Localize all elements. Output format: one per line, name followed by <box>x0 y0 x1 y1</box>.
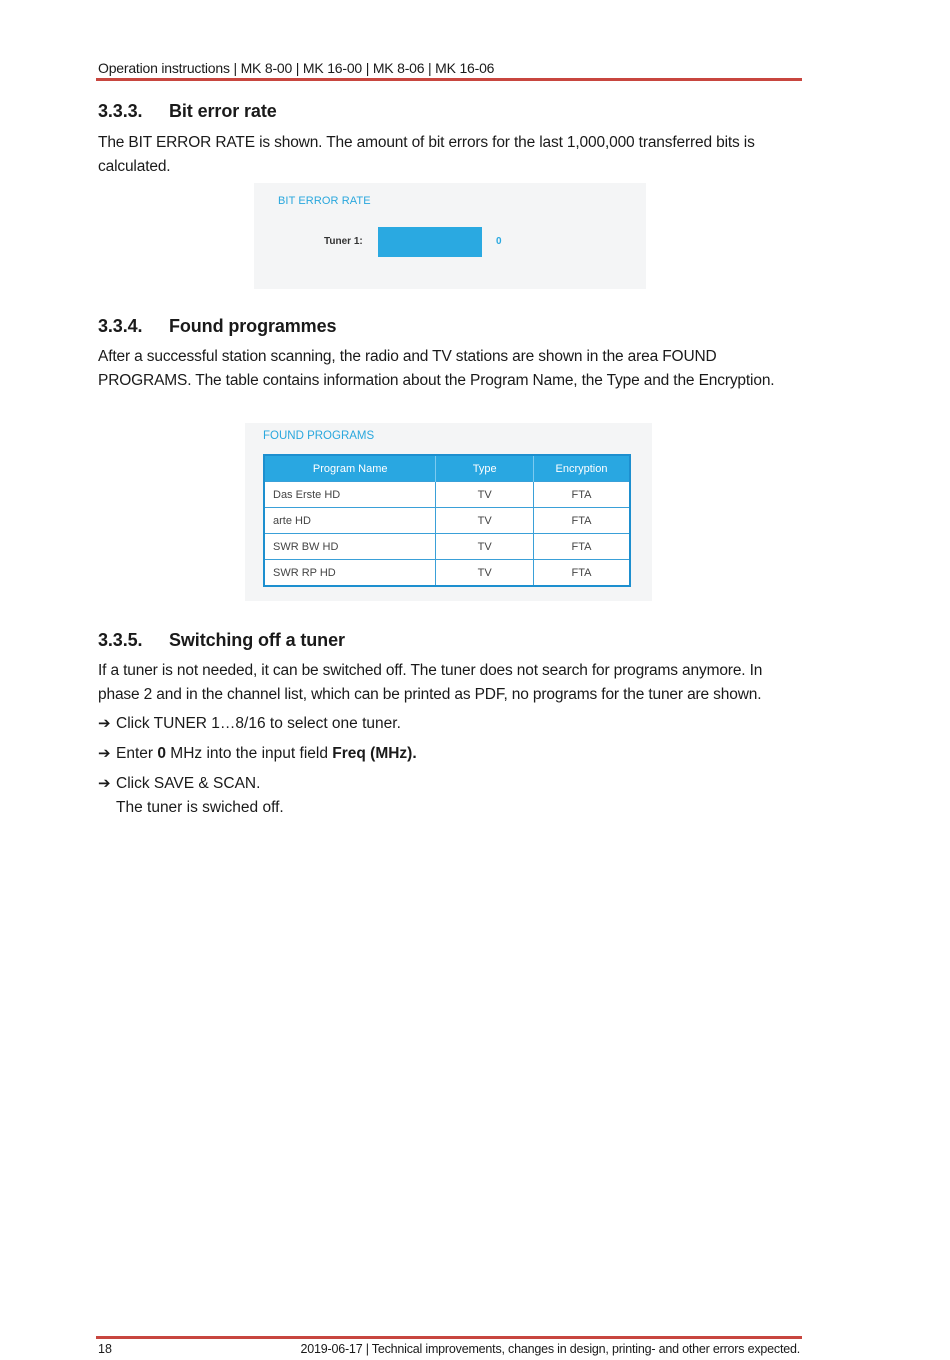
type-cell: TV <box>436 482 534 508</box>
step-save-scan <box>98 771 260 796</box>
step-text: Enter <box>116 745 158 762</box>
section-heading-bit-error-rate <box>98 101 277 122</box>
section-number: 3.3.5. <box>98 630 143 650</box>
column-header-type: Type <box>436 455 534 482</box>
step-enter-frequency <box>98 741 417 766</box>
column-header-program-name: Program Name <box>264 455 436 482</box>
section-number: 3.3.4. <box>98 316 143 336</box>
arrow-right-icon: ➔ <box>98 744 111 762</box>
step-text: Click TUNER 1…8/16 to select one tuner. <box>116 715 401 732</box>
encryption-cell: FTA <box>533 482 630 508</box>
table-row <box>264 482 630 508</box>
page-header: Operation instructions | MK 8-00 | MK 16-00 | MK 8-06 | MK 16-06 <box>98 60 495 76</box>
paragraph-bit-error-rate: The BIT ERROR RATE is shown. The amount of bit errors for the last 1,000,000 transferred bits is calculated. <box>98 134 755 175</box>
type-cell: TV <box>436 534 534 560</box>
section-title: Bit error rate <box>169 101 277 121</box>
found-programs-title: FOUND PROGRAMS <box>263 430 375 442</box>
ber-panel-title: BIT ERROR RATE <box>278 195 371 207</box>
section-heading-found-programmes <box>98 316 336 337</box>
program-name-cell: SWR RP HD <box>264 560 436 587</box>
arrow-right-icon: ➔ <box>98 774 111 792</box>
arrow-right-icon: ➔ <box>98 714 111 732</box>
step-select-tuner <box>98 711 401 736</box>
field-name: Freq (MHz). <box>332 745 417 762</box>
tuner-1-label: Tuner 1: <box>324 236 363 247</box>
found-programs-panel <box>245 423 652 601</box>
column-header-encryption: Encryption <box>533 455 630 482</box>
ber-bar-track <box>378 227 482 257</box>
ber-bar <box>378 227 482 257</box>
step-text: MHz into the input field <box>165 745 333 762</box>
step-result: The tuner is swiched off. <box>116 799 284 816</box>
paragraph-switching-off-tuner: If a tuner is not needed, it can be switched off. The tuner does not search for programs anymore. In phase 2 and in the channel list, which can be printed as PDF, no programs for the tuner are shown. <box>98 662 763 703</box>
section-number: 3.3.3. <box>98 101 143 121</box>
section-title: Switching off a tuner <box>169 630 345 650</box>
bit-error-rate-panel <box>254 183 646 289</box>
step-value: 0 <box>157 745 166 762</box>
table-header-row <box>264 455 630 482</box>
footer-rule <box>96 1336 802 1339</box>
encryption-cell: FTA <box>533 508 630 534</box>
header-rule <box>96 78 802 81</box>
encryption-cell: FTA <box>533 534 630 560</box>
type-cell: TV <box>436 508 534 534</box>
program-name-cell: arte HD <box>264 508 436 534</box>
program-name-cell: SWR BW HD <box>264 534 436 560</box>
ber-value: 0 <box>496 236 502 247</box>
encryption-cell: FTA <box>533 560 630 587</box>
section-title: Found programmes <box>169 316 337 336</box>
footer-note: 2019-06-17 | Technical improvements, changes in design, printing- and other errors expected. <box>300 1342 800 1356</box>
type-cell: TV <box>436 560 534 587</box>
table-row <box>264 560 630 587</box>
table-row <box>264 508 630 534</box>
step-text: Click SAVE & SCAN. <box>116 775 261 792</box>
table-row <box>264 534 630 560</box>
page-number: 18 <box>98 1342 112 1356</box>
found-programs-table <box>263 454 631 587</box>
paragraph-found-programmes: After a successful station scanning, the radio and TV stations are shown in the area FOUND PROGRAMS. The table contains information about the Program Name, the Type and the Encryption. <box>98 348 775 389</box>
section-heading-switching-off-tuner <box>98 630 345 651</box>
program-name-cell: Das Erste HD <box>264 482 436 508</box>
